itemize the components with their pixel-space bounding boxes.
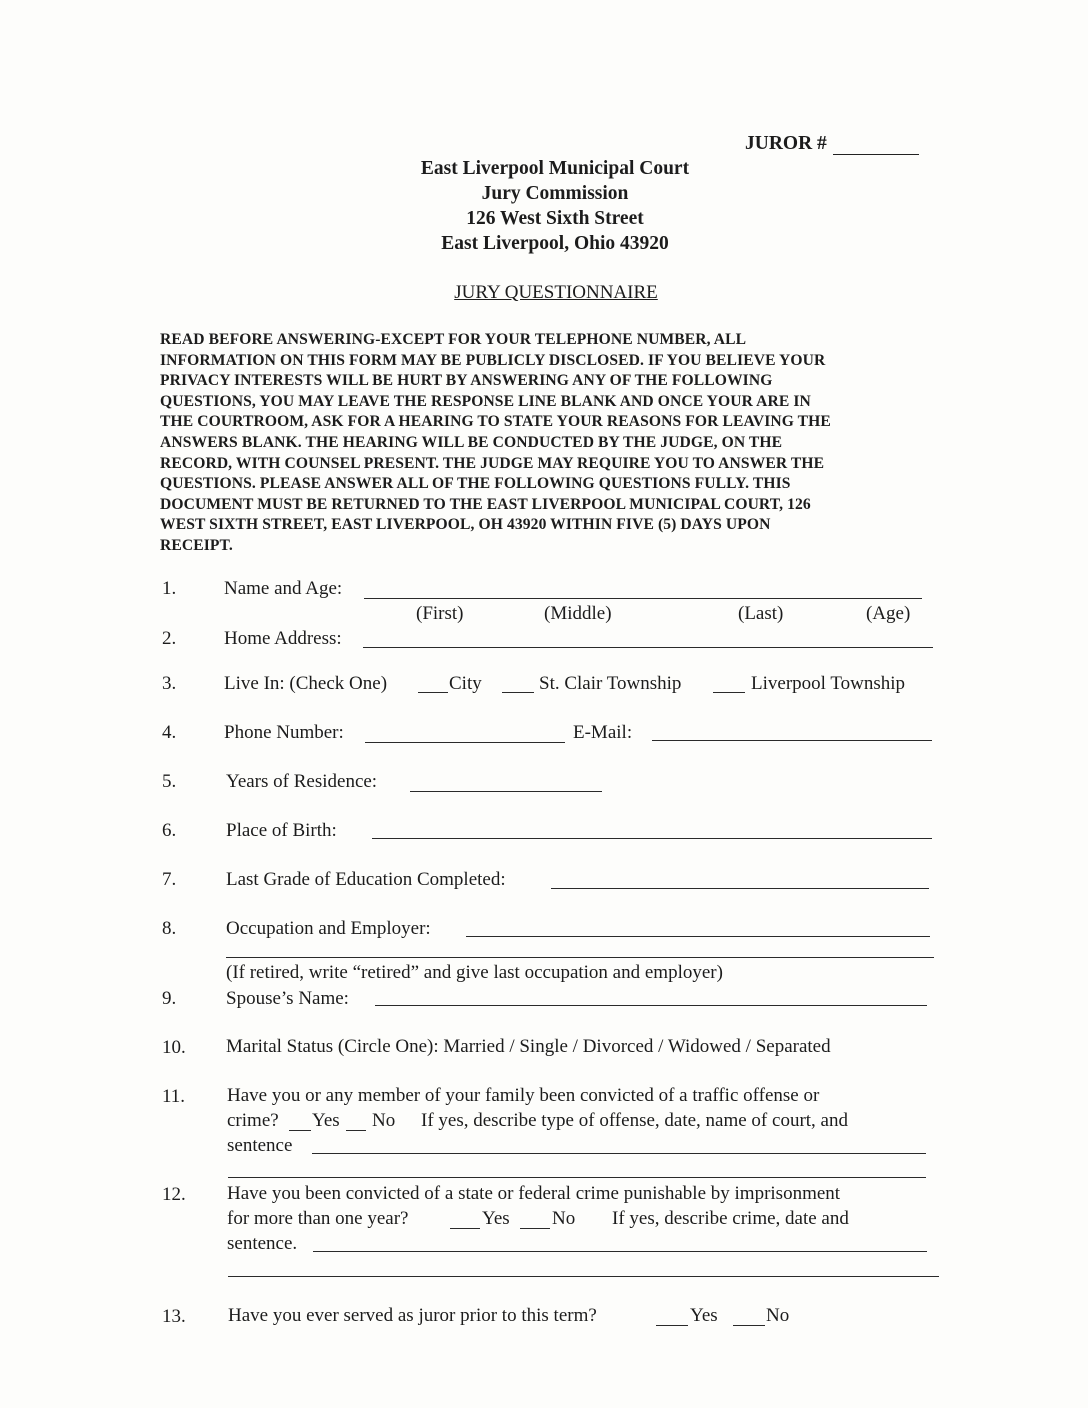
notice-line: QUESTIONS. PLEASE ANSWER ALL OF THE FOLLOWING QUESTIONS FULLY. THIS — [160, 475, 791, 493]
q10-number: 10. — [162, 1037, 186, 1058]
court-name: East Liverpool Municipal Court — [420, 158, 690, 179]
last-caption: (Last) — [738, 603, 784, 624]
q3-label: Live In: (Check One) — [224, 673, 388, 694]
privacy-notice — [160, 330, 940, 557]
home-address-line[interactable] — [363, 647, 933, 648]
st-clair-check-line[interactable] — [502, 692, 534, 693]
q13-yes-line[interactable] — [656, 1325, 688, 1326]
notice-line: INFORMATION ON THIS FORM MAY BE PUBLICLY DISCLOSED. IF YOU BELIEVE YOUR — [160, 351, 826, 369]
notice-line: PRIVACY INTERESTS WILL BE HURT BY ANSWERING ANY OF THE FOLLOWING — [160, 372, 773, 390]
q11-yes-line[interactable] — [289, 1130, 311, 1131]
q11-sentence-label: sentence — [227, 1135, 293, 1156]
q13-yes: Yes — [690, 1305, 718, 1326]
education-line[interactable] — [551, 888, 929, 889]
q12-yes: Yes — [482, 1208, 510, 1229]
q10-label: Marital Status (Circle One): Married / Single / Divorced / Widowed / Separated — [226, 1036, 831, 1057]
q8-number: 8. — [162, 918, 177, 939]
q7-number: 7. — [162, 869, 177, 890]
q11-line1: Have you or any member of your family been convicted of a traffic offense or — [227, 1085, 820, 1106]
spouse-name-line[interactable] — [375, 1005, 927, 1006]
name-age-line[interactable] — [364, 598, 922, 599]
q11-yes: Yes — [312, 1110, 340, 1131]
q11-no-line[interactable] — [346, 1130, 366, 1131]
notice-line: READ BEFORE ANSWERING-EXCEPT FOR YOUR TELEPHONE NUMBER, ALL — [160, 331, 747, 348]
notice-line: THE COURTROOM, ASK FOR A HEARING TO STATE YOUR REASONS FOR LEAVING THE — [160, 413, 831, 431]
q7-label: Last Grade of Education Completed: — [226, 869, 506, 890]
first-caption: (First) — [416, 603, 464, 624]
q9-label: Spouse’s Name: — [226, 988, 349, 1009]
q11-line2: If yes, describe type of offense, date, name of court, and — [421, 1110, 848, 1131]
q5-number: 5. — [162, 771, 177, 792]
notice-line: RECORD, WITH COUNSEL PRESENT. THE JUDGE MAY REQUIRE YOU TO ANSWER THE — [160, 454, 825, 472]
q13-no: No — [766, 1305, 790, 1326]
q12-sentence-line[interactable] — [313, 1251, 927, 1252]
q12-yes-line[interactable] — [450, 1228, 480, 1229]
q12-line2: If yes, describe crime, date and — [612, 1208, 849, 1229]
middle-caption: (Middle) — [544, 603, 612, 624]
notice-line: RECEIPT. — [160, 536, 233, 554]
q12-no: No — [552, 1208, 576, 1229]
juror-number-label: JUROR # — [745, 133, 827, 154]
q12-extra-line[interactable] — [228, 1276, 939, 1277]
form-title: JURY QUESTIONNAIRE — [454, 282, 658, 303]
q11-no: No — [372, 1110, 396, 1131]
q3-number: 3. — [162, 673, 177, 694]
juror-number-field — [745, 133, 919, 155]
q8-note: (If retired, write “retired” and give last occupation and employer) — [226, 962, 723, 983]
juror-number-line[interactable] — [833, 136, 919, 155]
phone-line[interactable] — [365, 742, 565, 743]
commission-name: Jury Commission — [481, 183, 629, 204]
court-street: 126 West Sixth Street — [466, 208, 644, 229]
q12-number: 12. — [162, 1184, 186, 1205]
q13-no-line[interactable] — [733, 1325, 765, 1326]
notice-line: ANSWERS BLANK. THE HEARING WILL BE CONDUCTED BY THE JUDGE, ON THE — [160, 433, 783, 451]
q13-label: Have you ever served as juror prior to this term? — [228, 1305, 597, 1326]
q1-number: 1. — [162, 578, 177, 599]
q1-label: Name and Age: — [224, 578, 343, 599]
q4-label: Phone Number: — [224, 722, 344, 743]
city-check-line[interactable] — [418, 692, 448, 693]
q11-number: 11. — [162, 1086, 186, 1107]
q6-number: 6. — [162, 820, 177, 841]
q12-no-line[interactable] — [520, 1228, 550, 1229]
age-caption: (Age) — [866, 603, 911, 624]
q5-label: Years of Residence: — [226, 771, 378, 792]
q2-number: 2. — [162, 628, 177, 649]
occupation-line[interactable] — [466, 936, 930, 937]
q3-option-city: City — [449, 673, 482, 694]
notice-line: DOCUMENT MUST BE RETURNED TO THE EAST LIVERPOOL MUNICIPAL COURT, 126 — [160, 495, 811, 513]
email-label: E-Mail: — [573, 722, 633, 743]
notice-line: WEST SIXTH STREET, EAST LIVERPOOL, OH 43920 WITHIN FIVE (5) DAYS UPON — [160, 516, 771, 534]
q6-label: Place of Birth: — [226, 820, 337, 841]
q8-label: Occupation and Employer: — [226, 918, 431, 939]
q13-number: 13. — [162, 1306, 186, 1327]
years-residence-line[interactable] — [410, 791, 602, 792]
occupation-line-2[interactable] — [226, 957, 934, 958]
q3-option-liverpool: Liverpool Township — [751, 673, 906, 694]
q9-number: 9. — [162, 988, 177, 1009]
q12-line2-label: for more than one year? — [227, 1208, 409, 1229]
notice-line: QUESTIONS, YOU MAY LEAVE THE RESPONSE LINE BLANK AND ONCE YOUR ARE IN — [160, 392, 811, 410]
place-of-birth-line[interactable] — [372, 838, 932, 839]
email-line[interactable] — [652, 740, 932, 741]
q11-crime-label: crime? — [227, 1110, 279, 1131]
court-city: East Liverpool, Ohio 43920 — [441, 233, 669, 254]
q11-sentence-line[interactable] — [312, 1153, 926, 1154]
form-title-wrap — [0, 282, 1088, 304]
q4-number: 4. — [162, 722, 177, 743]
q2-label: Home Address: — [224, 628, 342, 649]
q12-line1: Have you been convicted of a state or federal crime punishable by imprisonment — [227, 1183, 841, 1204]
q3-option-st-clair: St. Clair Township — [539, 673, 682, 694]
q12-sentence-label: sentence. — [227, 1233, 298, 1254]
q11-extra-line[interactable] — [228, 1177, 926, 1178]
liverpool-twp-check-line[interactable] — [713, 692, 745, 693]
